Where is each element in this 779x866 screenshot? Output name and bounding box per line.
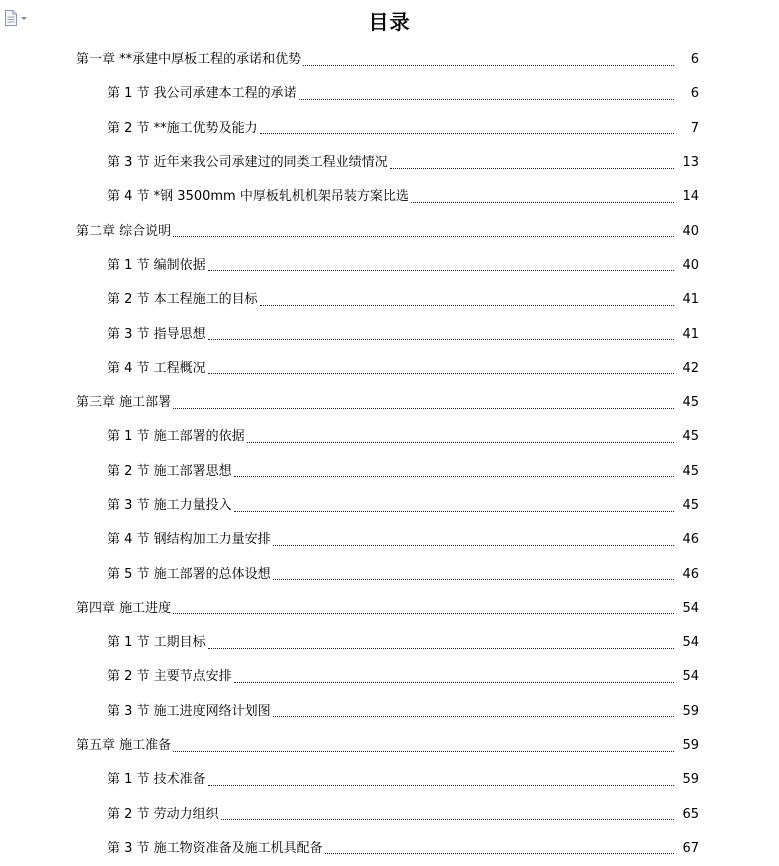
toc-page-number: 59 [682,703,699,719]
toc-entry-title: 第 2 节 主要节点安排 [107,669,232,685]
toc-entry-title: 第 2 节 施工部署思想 [107,463,232,479]
toc-page-number: 7 [690,120,699,136]
toc-page-number: 6 [690,52,699,68]
toc-page-number: 46 [682,532,699,548]
toc-chapter-entry[interactable] [0,43,779,77]
toc-entry-title: 第三章 施工部署 [76,395,172,411]
toc-dot-leader [390,168,674,169]
toc-page-number: 40 [682,223,699,239]
toc-entry-title: 第 1 节 我公司承建本工程的承诺 [107,86,297,102]
toc-dot-leader [260,133,674,134]
toc-dot-leader [234,682,674,683]
toc-dot-leader [208,373,674,374]
toc-dot-leader [173,408,674,409]
toc-entry-title: 第 4 节 工程概况 [107,360,206,376]
toc-page-number: 6 [690,86,699,102]
toc-entry-title: 第 5 节 施工部署的总体设想 [107,566,271,582]
toc-page-number: 59 [682,772,699,788]
toc-chapter-entry[interactable] [0,386,779,420]
toc-page-number: 45 [682,429,699,445]
toc-page-number: 54 [682,600,699,616]
toc-page-number: 65 [682,806,699,822]
toc-entry-title: 第 1 节 编制依据 [107,257,206,273]
toc-page-number: 14 [682,189,699,205]
toc-section-entry[interactable] [0,523,779,557]
toc-entry-title: 第 2 节 本工程施工的目标 [107,292,258,308]
toc-dot-leader [260,305,674,306]
toc-chapter-entry[interactable] [0,729,779,763]
toc-dot-leader [411,202,674,203]
toc-page-number: 13 [682,155,699,171]
toc-section-entry[interactable] [0,112,779,146]
toc-entry-title: 第 4 节 *钢 3500mm 中厚板轧机机架吊装方案比选 [107,189,409,205]
toc-section-entry[interactable] [0,763,779,797]
toc-entry-title: 第 2 节 **施工优势及能力 [107,120,258,136]
toc-dot-leader [234,511,674,512]
toc-section-entry[interactable] [0,283,779,317]
toc-dot-leader [325,853,674,854]
toc-page-number: 59 [682,738,699,754]
toc-dot-leader [208,785,674,786]
toc-section-entry[interactable] [0,455,779,489]
toc-section-entry[interactable] [0,352,779,386]
toc-page-number: 46 [682,566,699,582]
toc-dot-leader [299,99,674,100]
toc-page-number: 41 [682,292,699,308]
toc-section-entry[interactable] [0,660,779,694]
toc-dot-leader [173,236,674,237]
toc-dot-leader [247,442,674,443]
toc-page-number: 54 [682,635,699,651]
toc-page-number: 45 [682,395,699,411]
toc-dot-leader [273,716,674,717]
toc-section-entry[interactable] [0,557,779,591]
toc-entry-title: 第 1 节 技术准备 [107,772,206,788]
table-of-contents [0,43,779,866]
toc-section-entry[interactable] [0,420,779,454]
toc-entry-title: 第 4 节 钢结构加工力量安排 [107,532,271,548]
toc-section-entry[interactable] [0,146,779,180]
toc-entry-title: 第 1 节 施工部署的依据 [107,429,245,445]
toc-section-entry[interactable] [0,798,779,832]
toc-chapter-entry[interactable] [0,214,779,248]
toc-dot-leader [221,819,674,820]
page-title: 目录 [368,10,411,34]
toc-page-number: 45 [682,498,699,513]
toc-entry-title: 第 3 节 指导思想 [107,326,206,342]
toc-entry-title: 第 3 节 施工力量投入 [107,498,232,513]
toc-entry-title: 第二章 综合说明 [76,223,172,239]
toc-entry-title: 第四章 施工进度 [76,600,172,616]
toc-dot-leader [273,579,674,580]
toc-dot-leader [303,65,674,66]
toc-entry-title: 第 1 节 工期目标 [107,635,206,651]
toc-entry-title: 第 3 节 近年来我公司承建过的同类工程业绩情况 [107,155,388,171]
toc-entry-title: 第 2 节 劳动力组织 [107,806,219,822]
toc-page-number: 41 [682,326,699,342]
toc-entry-title: 第五章 施工准备 [76,738,172,754]
toc-page-number: 67 [682,840,699,856]
toc-page-number: 42 [682,360,699,376]
toc-page-number: 40 [682,257,699,273]
toc-dot-leader [208,339,674,340]
toc-section-entry[interactable] [0,249,779,283]
toc-entry-title: 第 3 节 施工物资准备及施工机具配备 [107,840,323,856]
toc-dot-leader [173,613,674,614]
toc-page-number: 45 [682,463,699,479]
toc-section-entry[interactable] [0,77,779,111]
toc-section-entry[interactable] [0,489,779,523]
toc-section-entry[interactable] [0,626,779,660]
toc-section-entry[interactable] [0,317,779,351]
toc-entry-title: 第 3 节 施工进度网络计划图 [107,703,271,719]
toc-entry-title: 第一章 **承建中厚板工程的承诺和优势 [76,52,302,68]
toc-section-entry[interactable] [0,832,779,866]
toc-dot-leader [234,476,674,477]
toc-page-number: 54 [682,669,699,685]
toc-dot-leader [173,751,674,752]
toc-dot-leader [208,270,674,271]
toc-chapter-entry[interactable] [0,592,779,626]
toc-dot-leader [273,545,674,546]
toc-dot-leader [208,648,674,649]
toc-section-entry[interactable] [0,180,779,214]
toc-section-entry[interactable] [0,695,779,729]
